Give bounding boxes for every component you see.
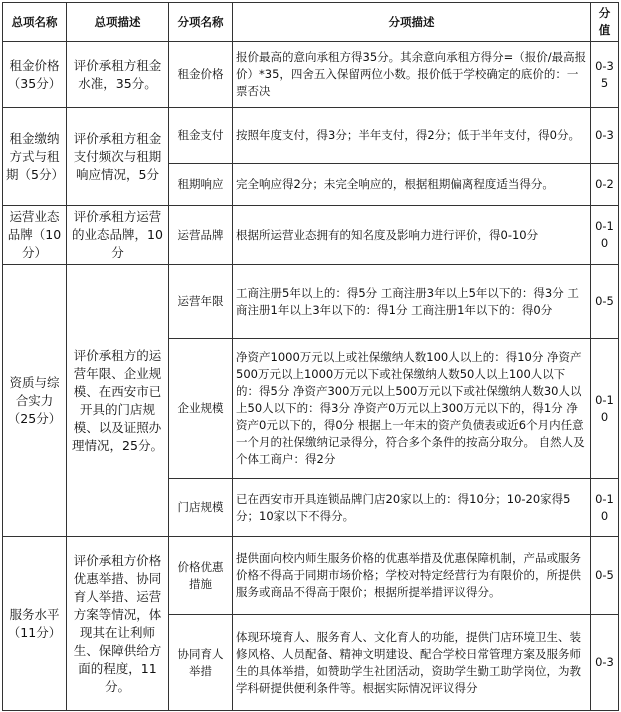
group-name: 租金缴纳方式与租期（5分）	[3, 108, 67, 206]
group-description: 评价承租方价格优惠举措、协同育人举措、运营方案等情况，体现其在让利师生、保障供给方面的程度，11分。	[67, 537, 169, 711]
item-score: 0-5	[591, 537, 619, 615]
group-description: 评价承租方运营的业态品牌，10分	[67, 206, 169, 265]
item-description: 完全响应得2分；未完全响应的，根据租期偏离程度适当得分。	[233, 164, 591, 206]
item-name: 租期响应	[169, 164, 233, 206]
group-name: 服务水平（11分）	[3, 537, 67, 711]
header-cell: 分项名称	[169, 3, 233, 42]
header-cell: 分值	[591, 3, 619, 42]
table-row	[3, 42, 619, 108]
group-description: 评价承租方的运营年限、企业规模、在西安市已开具的门店规模、以及证照办理情况，25分。	[67, 265, 169, 537]
table-row	[3, 108, 619, 164]
item-name: 租金价格	[169, 42, 233, 108]
item-name: 租金支付	[169, 108, 233, 164]
item-description: 报价最高的意向承租方得35分。其余意向承租方得分=（报价/最高报价）*35，四舍五入保留两位小数。报价低于学校确定的底价的：一票否决	[233, 42, 591, 108]
item-score: 0-5	[591, 265, 619, 339]
header-cell: 总项名称	[3, 3, 67, 42]
item-description: 已在西安市开具连锁品牌门店20家以上的：得10分；10-20家得5分；10家以下不得分。	[233, 479, 591, 537]
item-score: 0-10	[591, 206, 619, 265]
header-row	[3, 3, 619, 42]
item-score: 0-35	[591, 42, 619, 108]
item-description: 体现环境育人、服务育人、文化育人的功能，提供门店环境卫生、装修风格、人员配备、精神文明建设、配合学校日常管理方案及服务师生的具体举措，如赞助学生社团活动，资助学生勤工助学岗位，为教学科研提供便利条件等。根据实际情况评议得分	[233, 615, 591, 711]
item-score: 0-10	[591, 479, 619, 537]
item-description: 根据所运营业态拥有的知名度及影响力进行评价，得0-10分	[233, 206, 591, 265]
item-name: 价格优惠措施	[169, 537, 233, 615]
item-name: 运营年限	[169, 265, 233, 339]
item-description: 净资产1000万元以上或社保缴纳人数100人以上的：得10分 净资产500万元以上1000万元以下或社保缴纳人数50人以上100人以下的：得5分 净资产300万元以上500万元以下或社保缴纳人数30人以上50人以下的：得3分 净资产0万元以上300万元以下的，得1分 净资产0元以下的，得0分 根据上一年末的资产负债表或近6个月内任意一个月的社保缴纳记录得分，符合多个条件的按高分取分。 自然人及个体工商户：得2分	[233, 339, 591, 479]
item-name: 企业规模	[169, 339, 233, 479]
group-name: 资质与综合实力（25分）	[3, 265, 67, 537]
item-name: 协同育人举措	[169, 615, 233, 711]
header-cell: 总项描述	[67, 3, 169, 42]
group-description: 评价承租方租金支付频次与租期响应情况，5分	[67, 108, 169, 206]
item-score: 0-2	[591, 164, 619, 206]
item-name: 门店规模	[169, 479, 233, 537]
item-score: 0-3	[591, 615, 619, 711]
group-name: 租金价格（35分）	[3, 42, 67, 108]
item-score: 0-3	[591, 108, 619, 164]
item-description: 提供面向校内师生服务价格的优惠举措及优惠保障机制，产品或服务价格不得高于同期市场价格；学校对特定经营行为有限价的，所提供服务或商品不得高于限价；根据所提举措评议得分。	[233, 537, 591, 615]
group-description: 评价承租方租金水准，35分。	[67, 42, 169, 108]
header-cell: 分项描述	[233, 3, 591, 42]
group-name: 运营业态品牌（10分）	[3, 206, 67, 265]
item-name: 运营品牌	[169, 206, 233, 265]
scoring-table	[2, 2, 619, 711]
item-description: 按照年度支付，得3分；半年支付，得2分；低于半年支付，得0分。	[233, 108, 591, 164]
table-row	[3, 537, 619, 615]
table-row	[3, 206, 619, 265]
item-score: 0-10	[591, 339, 619, 479]
item-description: 工商注册5年以上的：得5分 工商注册3年以上5年以下的：得3分 工商注册1年以上3年以下的：得1分 工商注册1年以下的：得0分	[233, 265, 591, 339]
table-row	[3, 265, 619, 339]
